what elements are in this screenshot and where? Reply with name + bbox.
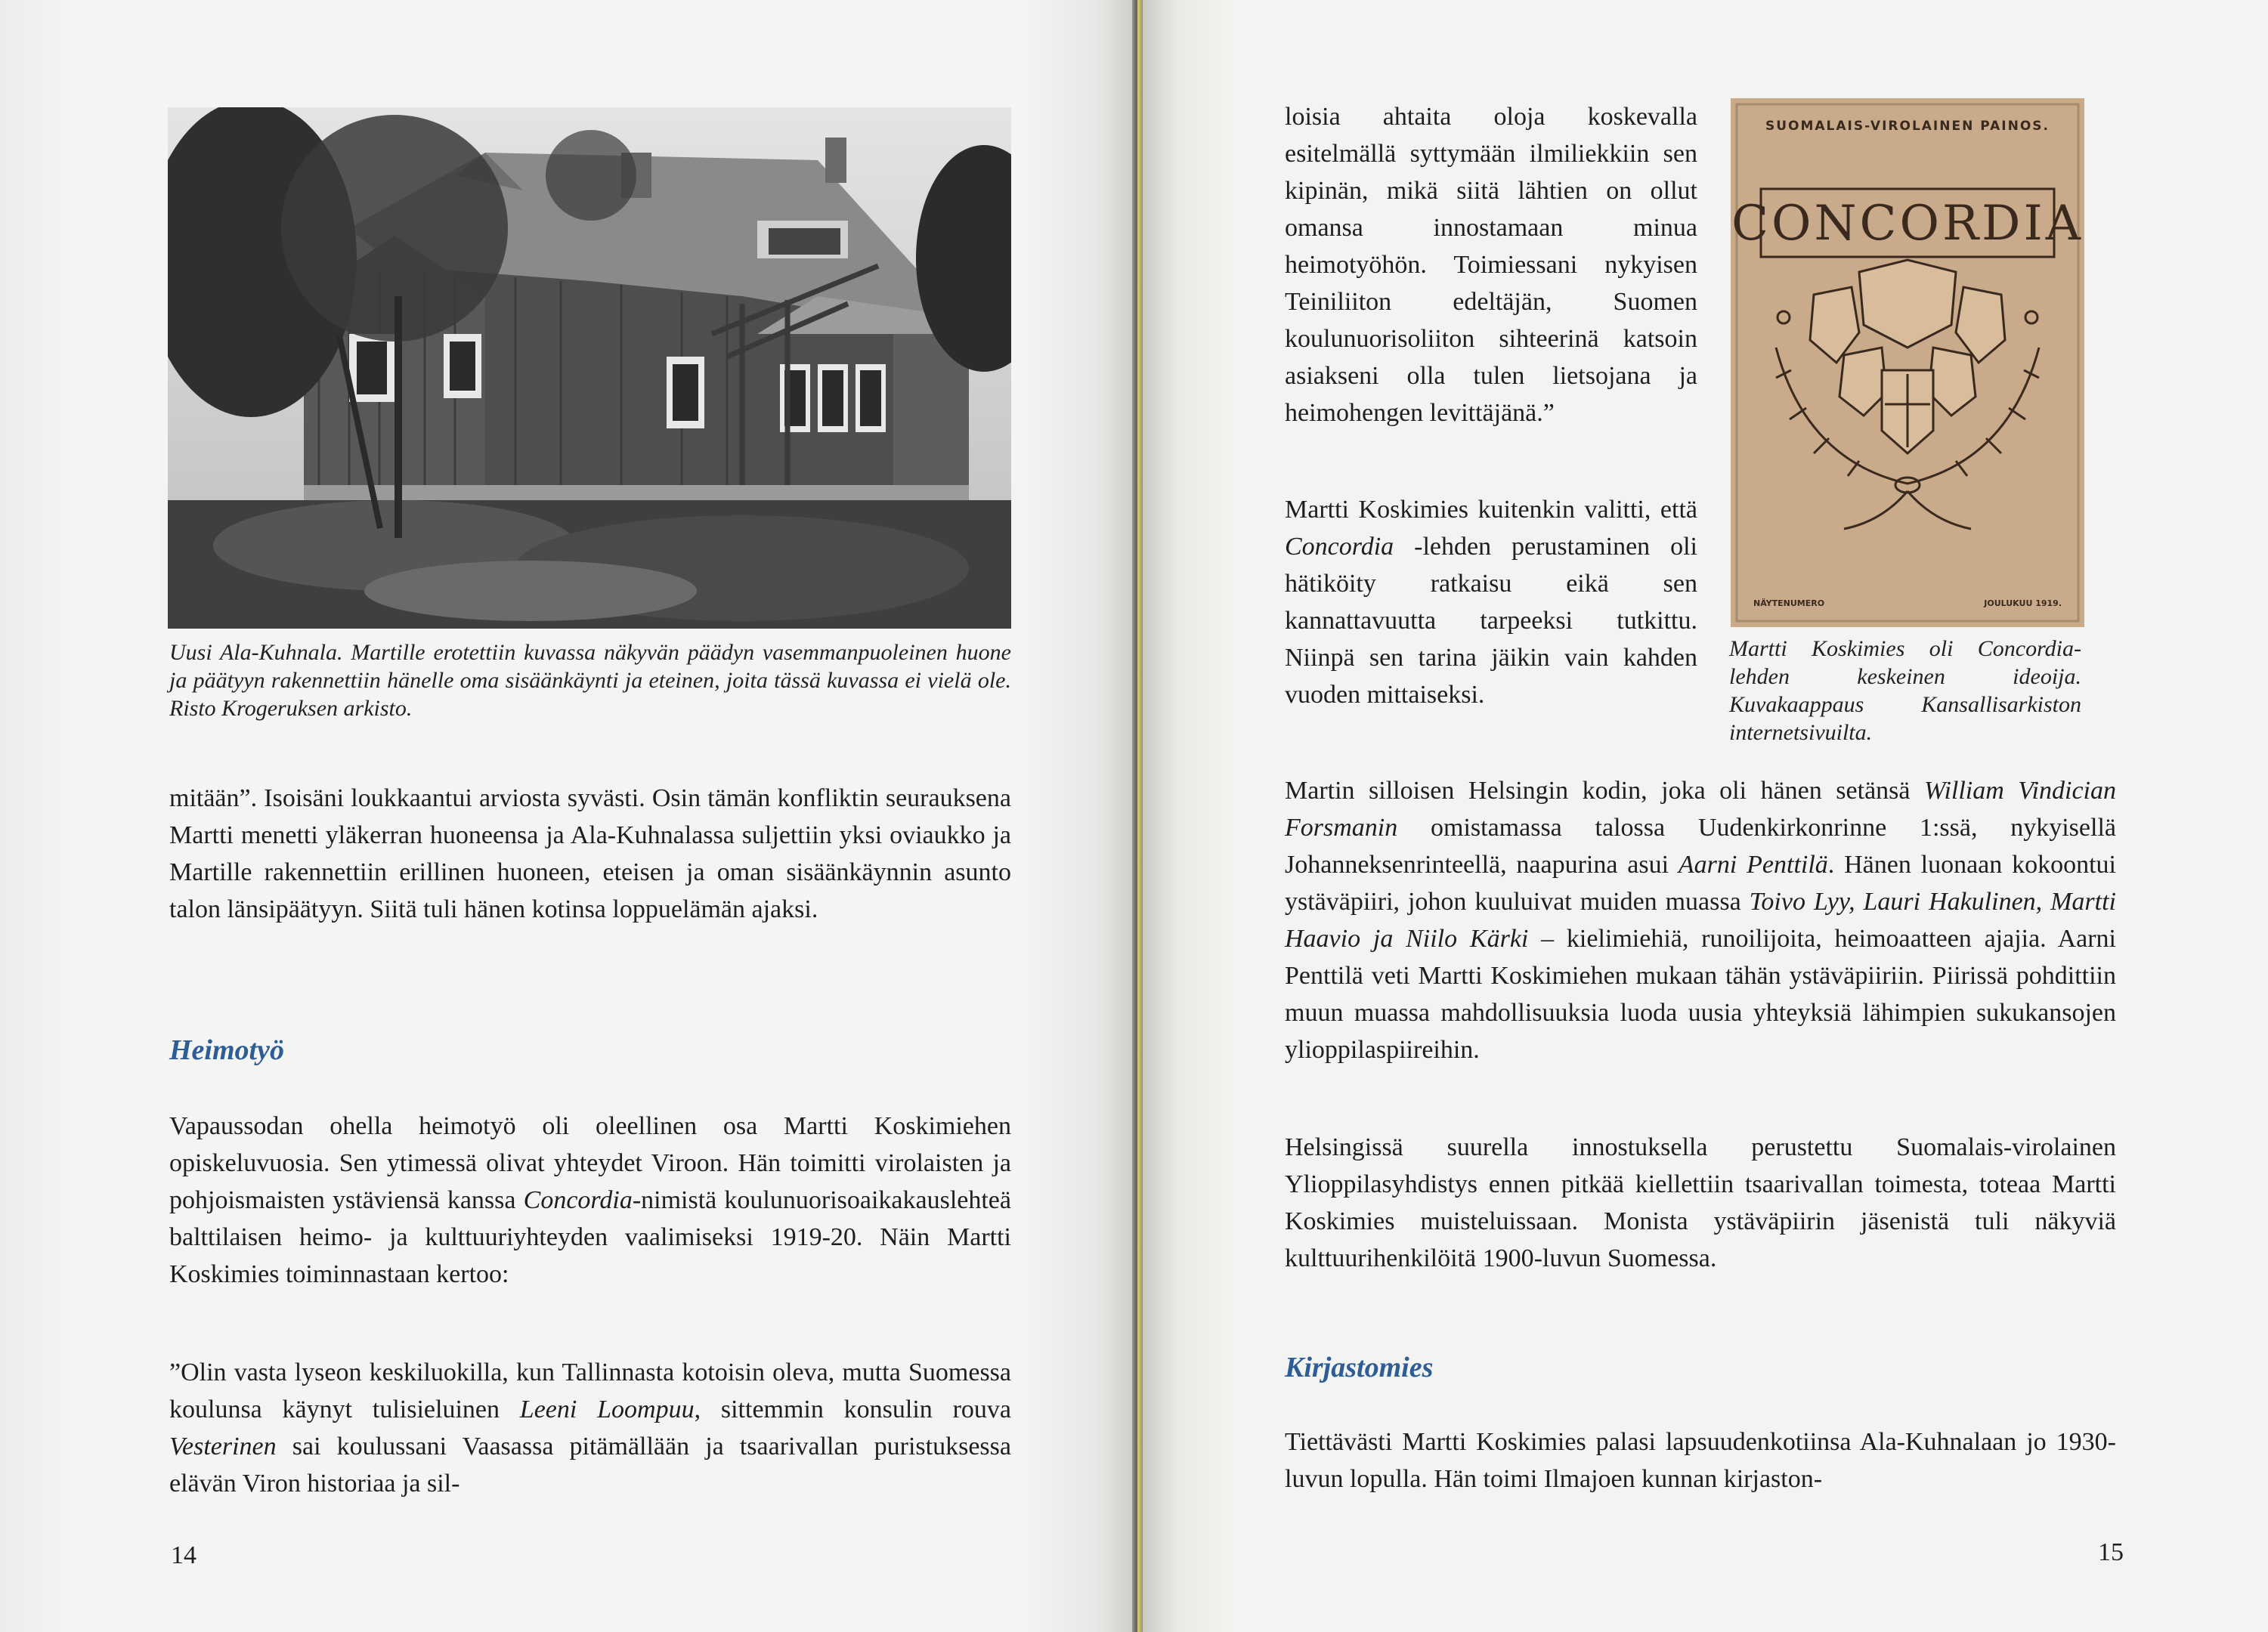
name-william-forsman: William Vindician Forsmanin	[1285, 777, 2116, 842]
poster-footer-right: JOULUKUU 1919.	[1984, 598, 2062, 608]
concordia-poster	[1731, 98, 2084, 627]
right-page	[1143, 0, 2268, 1632]
concordia-term-right: Concordia	[1285, 533, 1394, 561]
poster-header: SUOMALAIS-VIROLAINEN PAINOS.	[1765, 119, 2050, 134]
left-page	[0, 0, 1132, 1632]
left-paragraph-3	[169, 1354, 1011, 1502]
right-paragraph-4: Helsingissä suurella innostuksella perustettu Suomalais-virolainen Ylioppilasyhdistys ennen pitkää kiellettiin tsaarivallan toimesta, toteaa Martti Koskimies muisteluissaan. Monista ystäväpiirin jäsenistä tuli näkyviä kulttuurihenkilöitä 1900-luvun Suomessa.	[1285, 1133, 2116, 1272]
concordia-poster-image	[1731, 98, 2084, 627]
right-paragraph-3-part2: omistamassa talossa Uudenkirkonrinne 1:ssä, nykyisellä Johanneksenrinteellä, naapurina asui	[1285, 814, 2116, 879]
right-paragraph-3-part3: . Hänen luonaan kokoontui ystäväpiiri, johon kuuluivat muiden muassa	[1285, 851, 2116, 916]
right-paragraph-2	[1285, 491, 1697, 713]
poster-caption: Martti Koskimies oli Concordia-lehden keskeinen ideoija. Kuvakaappaus Kansallisarkiston internetsivuilta.	[1729, 636, 2081, 745]
left-paragraph-2	[169, 1108, 1011, 1293]
page-number-left: 14	[171, 1541, 196, 1569]
right-paragraph-1: loisia ahtaita oloja koskevalla esitelmällä syttymään ilmiliekkiin sen kipinän, mikä siitä lähtien on ollut omansa innostamaan minua heimotyöhön. Toimiessani nykyisen Teiniliiton edeltäjän, Suomen koulunuorisoliiton sihteerinä katsoin asiakseni olla tulen lietsojana ja heimohengen levittäjänä.”	[1285, 103, 1697, 427]
left-paragraph-2-part2: -nimistä koulunuorisoaikakauslehteä balttilaisen heimo- ja kulttuuriyhteyden vaalimiseksi 1919-20. Näin Martti Koskimies toiminnastaan kertoo:	[169, 1186, 1011, 1288]
poster-title-banner	[1731, 189, 2084, 257]
right-paragraph-2-part2: -lehden perustaminen oli hätiköity ratkaisu eikä sen kannattavuutta tarpeeksi tutkittu. Niinpä sen tarina jäikin vain kahden vuoden mittaiseksi.	[1285, 533, 1697, 709]
left-paragraph-2-part1: Vapaussodan ohella heimotyö oli oleellinen osa Martti Koskimiehen opiskeluvuosia. Sen ytimessä olivat yhteydet Viroon. Hän toimitti virolaisten ja pohjoismaisten ystäviensä kanssa	[169, 1112, 1011, 1214]
heading-kirjastomies: Kirjastomies	[1285, 1352, 1434, 1383]
left-paragraph-1: mitään”. Isoisäni loukkaantui arviosta syvästi. Osin tämän konfliktin seurauksena Martti menetti yläkerran huoneensa ja Ala-Kuhnalassa suljettiin yksi oviaukko ja Martille rakennettiin erillinen huoneen, eteisen ja oman sisäänkäynnin asunto talon länsipäätyyn. Siitä tuli hänen kotinsa loppuelämän ajaksi.	[169, 784, 1011, 923]
house-photo-image	[168, 107, 1011, 629]
heading-heimotyo: Heimotyö	[169, 1034, 284, 1066]
page-number-right: 15	[2098, 1538, 2124, 1566]
names-friend-circle: Toivo Lyy, Lauri Hakulinen, Martti Haavio ja Niilo Kärki	[1285, 888, 2116, 953]
right-paragraph-3	[1285, 772, 2116, 1068]
right-paragraph-5: Tiettävästi Martti Koskimies palasi lapsuudenkotiinsa Ala-Kuhnalaan jo 1930-luvun lopulla. Hän toimi Ilmajoen kunnan kirjaston-	[1285, 1428, 2116, 1493]
book-spine	[1132, 0, 1143, 1632]
name-aarni-penttila: Aarni Penttilä	[1678, 851, 1828, 879]
house-photo	[168, 107, 1011, 629]
concordia-term: Concordia	[523, 1186, 633, 1214]
poster-title: CONCORDIA	[1731, 196, 2084, 252]
name-leeni-loompuu: Leeni Loompuu	[519, 1396, 695, 1423]
photo-caption: Uusi Ala-Kuhnala. Martille erotettiin kuvassa näkyvän päädyn vasemmanpuoleinen huone ja päätyyn rakennettiin hänelle oma sisäänkäynti ja eteinen, joita tässä kuvassa ei vielä ole. Risto Krogeruksen arkisto.	[169, 640, 1011, 721]
left-paragraph-3-part3: sai koulussani Vaasassa pitämällään ja tsaarivallan puristuksessa elävän Viron historiaa ja sil-	[169, 1433, 1011, 1498]
right-paragraph-2-part1: Martti Koskimies kuitenkin valitti, että	[1285, 496, 1697, 524]
name-vesterinen: Vesterinen	[169, 1433, 277, 1460]
poster-footer-left: NÄYTENUMERO	[1753, 598, 1825, 608]
left-paragraph-3-part2: , sittemmin konsulin rouva	[694, 1396, 1011, 1423]
right-paragraph-3-part1: Martin silloisen Helsingin kodin, joka oli hänen setänsä	[1285, 777, 1924, 805]
right-paragraph-3-part4: – kielimiehiä, runoilijoita, heimoaatteen ajajia. Aarni Penttilä veti Martti Koskimiehen mukaan tähän ystäväpiiriin. Piirissä pohdittiin muun muassa mahdollisuuksia luoda uusia yhteyksiä lähimpien sukukansojen ylioppilaspiireihin.	[1285, 925, 2116, 1064]
left-paragraph-3-part1: ”Olin vasta lyseon keskiluokilla, kun Tallinnasta kotoisin oleva, mutta Suomessa koulunsa käynyt tulisieluinen	[169, 1358, 1011, 1423]
